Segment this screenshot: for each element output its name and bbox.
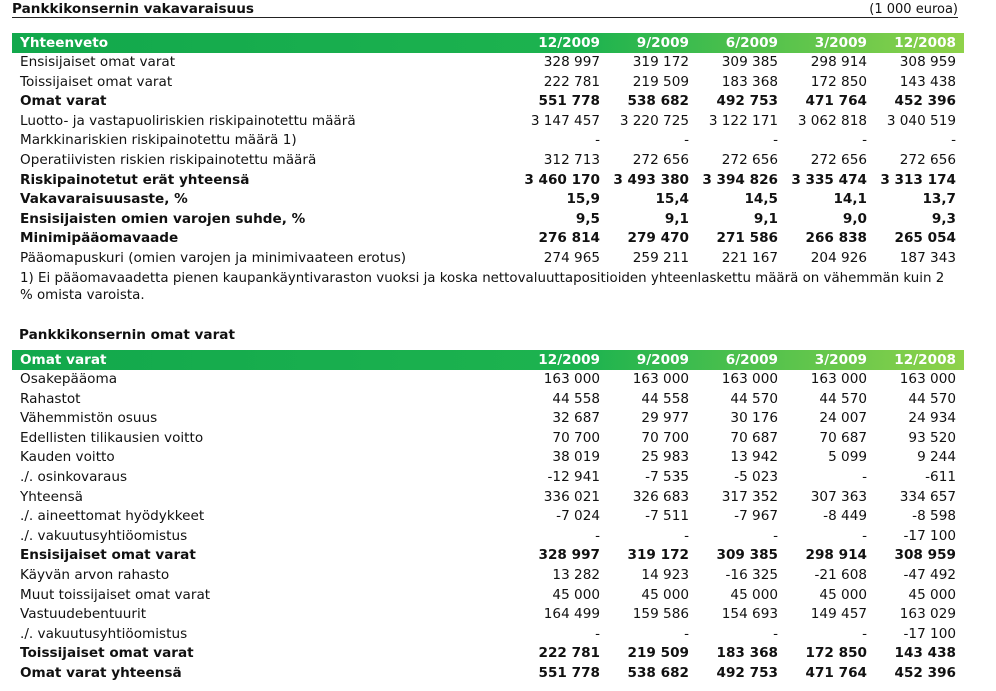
table-cell: 317 352 bbox=[721, 488, 778, 505]
table-row bbox=[12, 370, 964, 390]
table-cell: 13 282 bbox=[552, 566, 600, 583]
table-cell: 204 926 bbox=[810, 249, 867, 266]
own-funds-table-title: Omat varat bbox=[20, 352, 107, 368]
table-cell: 44 558 bbox=[552, 390, 600, 407]
table-cell: 163 029 bbox=[899, 606, 956, 623]
table-cell: 276 814 bbox=[538, 230, 600, 247]
table-cell: 219 509 bbox=[627, 645, 689, 662]
table-cell: 9,3 bbox=[931, 210, 956, 227]
table-cell: 336 021 bbox=[543, 488, 600, 505]
table-cell: - bbox=[773, 625, 778, 642]
table-row bbox=[12, 151, 964, 171]
row-label: Rahastot bbox=[20, 390, 81, 407]
table-cell: 298 914 bbox=[810, 54, 867, 70]
table-cell: -21 608 bbox=[814, 566, 867, 583]
table-cell: 3 493 380 bbox=[613, 171, 689, 188]
row-label: Minimipääomavaade bbox=[20, 230, 179, 247]
table-cell: 183 368 bbox=[716, 645, 778, 662]
column-header: 12/2009 bbox=[538, 352, 600, 368]
table-cell: 159 586 bbox=[632, 606, 689, 623]
table-cell: 154 693 bbox=[721, 606, 778, 623]
table-cell: -7 967 bbox=[734, 508, 778, 525]
table-cell: 452 396 bbox=[894, 664, 956, 681]
row-label: Luotto- ja vastapuoliriskien riskipainotettu määrä bbox=[20, 112, 356, 129]
table-cell: 312 713 bbox=[543, 151, 600, 168]
table-row bbox=[12, 507, 964, 527]
table-cell: -7 511 bbox=[645, 508, 689, 525]
table-cell: 14,5 bbox=[744, 191, 778, 208]
table-cell: 24 934 bbox=[908, 410, 956, 427]
table-cell: -5 023 bbox=[734, 468, 778, 485]
table-cell: 163 000 bbox=[899, 371, 956, 387]
table-row bbox=[12, 112, 964, 132]
table-cell: -8 598 bbox=[912, 508, 956, 525]
table-cell: 45 000 bbox=[819, 586, 867, 603]
table-cell: -7 024 bbox=[556, 508, 600, 525]
table-cell: 32 687 bbox=[552, 410, 600, 427]
table-cell: 307 363 bbox=[810, 488, 867, 505]
table-cell: 551 778 bbox=[538, 664, 600, 681]
column-header: 3/2009 bbox=[814, 35, 867, 51]
column-header: 9/2009 bbox=[636, 35, 689, 51]
summary-table bbox=[12, 33, 964, 269]
table-cell: 187 343 bbox=[899, 249, 956, 266]
table-cell: 3 147 457 bbox=[530, 112, 600, 129]
table-cell: 143 438 bbox=[899, 73, 956, 90]
table-cell: 163 000 bbox=[543, 371, 600, 387]
table-cell: 259 211 bbox=[632, 249, 689, 266]
table-cell: 3 122 171 bbox=[708, 112, 778, 129]
table-cell: 70 687 bbox=[730, 429, 778, 446]
column-header: 9/2009 bbox=[636, 352, 689, 368]
table-cell: 272 656 bbox=[721, 151, 778, 168]
table-cell: - bbox=[951, 132, 956, 149]
table-cell: 44 570 bbox=[730, 390, 778, 407]
summary-table-title: Yhteenveto bbox=[20, 35, 109, 51]
footnote: 1) Ei pääomavaadetta pienen kaupankäyntivaraston vuoksi ja koska nettovaluuttapositioiden yhteenlaskettu määrä on vähemmän kuin 2 % omista varoista. bbox=[20, 271, 945, 303]
table-cell: 308 959 bbox=[899, 54, 956, 70]
table-cell: 326 683 bbox=[632, 488, 689, 505]
table-cell: 538 682 bbox=[627, 664, 689, 681]
table-row bbox=[12, 468, 964, 488]
table-cell: - bbox=[684, 625, 689, 642]
table-cell: 3 062 818 bbox=[797, 112, 867, 129]
row-label: Omat varat bbox=[20, 93, 107, 110]
table-cell: 14,1 bbox=[833, 191, 867, 208]
unit-label: (1 000 euroa) bbox=[869, 2, 958, 17]
table-cell: 70 700 bbox=[641, 429, 689, 446]
table-cell: 274 965 bbox=[543, 249, 600, 266]
table-cell: 334 657 bbox=[899, 488, 956, 505]
table-cell: 3 220 725 bbox=[619, 112, 689, 129]
section-title: Pankkikonsernin omat varat bbox=[19, 327, 235, 343]
table-cell: 24 007 bbox=[819, 410, 867, 427]
table-row bbox=[12, 586, 964, 606]
table-cell: 471 764 bbox=[805, 93, 867, 110]
table-cell: 5 099 bbox=[828, 449, 867, 466]
table-cell: 3 394 826 bbox=[702, 171, 778, 188]
table-cell: 163 000 bbox=[721, 371, 778, 387]
table-cell: 45 000 bbox=[641, 586, 689, 603]
page-header bbox=[12, 0, 958, 18]
table-row bbox=[12, 53, 964, 73]
row-label: ./. vakuutusyhtiöomistus bbox=[20, 625, 188, 642]
table-cell: 15,4 bbox=[655, 191, 689, 208]
table-cell: 222 781 bbox=[538, 645, 600, 662]
table-cell: 328 997 bbox=[538, 547, 600, 564]
table-row bbox=[12, 92, 964, 112]
table-cell: 271 586 bbox=[716, 230, 778, 247]
table-cell: -17 100 bbox=[903, 527, 956, 544]
table-cell: -12 941 bbox=[547, 468, 600, 485]
table-cell: 279 470 bbox=[627, 230, 689, 247]
table-row bbox=[12, 429, 964, 449]
table-cell: - bbox=[862, 468, 867, 485]
table-row bbox=[12, 171, 964, 191]
table-row bbox=[12, 644, 964, 664]
table-cell: -8 449 bbox=[823, 508, 867, 525]
table-cell: 492 753 bbox=[716, 664, 778, 681]
table-cell: 172 850 bbox=[805, 645, 867, 662]
row-label: Muut toissijaiset omat varat bbox=[20, 586, 211, 603]
table-row bbox=[12, 73, 964, 93]
row-label: Omat varat yhteensä bbox=[20, 664, 182, 681]
table-cell: 45 000 bbox=[908, 586, 956, 603]
table-cell: 319 172 bbox=[627, 547, 689, 564]
table-cell: 15,9 bbox=[566, 191, 600, 208]
table-cell: 44 558 bbox=[641, 390, 689, 407]
table-cell: 309 385 bbox=[721, 54, 778, 70]
table-cell: - bbox=[684, 527, 689, 544]
column-header: 12/2009 bbox=[538, 35, 600, 51]
table-cell: - bbox=[595, 132, 600, 149]
row-label: Markkinariskien riskipainotettu määrä 1) bbox=[20, 132, 297, 149]
table-cell: 9,5 bbox=[575, 210, 600, 227]
table-cell: 3 313 174 bbox=[880, 171, 956, 188]
table-cell: 13,7 bbox=[922, 191, 956, 208]
row-label: Ensisijaisten omien varojen suhde, % bbox=[20, 210, 306, 227]
row-label: Osakepääoma bbox=[20, 371, 118, 387]
column-header: 12/2008 bbox=[894, 35, 956, 51]
table-row bbox=[12, 566, 964, 586]
table-cell: -16 325 bbox=[725, 566, 778, 583]
own-funds-table-header bbox=[12, 350, 964, 370]
table-cell: 551 778 bbox=[538, 93, 600, 110]
table-cell: 298 914 bbox=[805, 547, 867, 564]
table-cell: 266 838 bbox=[805, 230, 867, 247]
own-funds-table bbox=[12, 350, 964, 684]
table-cell: -7 535 bbox=[645, 468, 689, 485]
row-label: Toissijaiset omat varat bbox=[20, 645, 194, 662]
table-cell: 70 700 bbox=[552, 429, 600, 446]
table-cell: 172 850 bbox=[810, 73, 867, 90]
table-row bbox=[12, 546, 964, 566]
table-cell: 319 172 bbox=[632, 54, 689, 70]
table-cell: 265 054 bbox=[894, 230, 956, 247]
table-cell: 308 959 bbox=[894, 547, 956, 564]
table-row bbox=[12, 448, 964, 468]
table-cell: 9,1 bbox=[753, 210, 778, 227]
table-cell: 3 040 519 bbox=[886, 112, 956, 129]
table-cell: 328 997 bbox=[543, 54, 600, 70]
table-cell: 9,0 bbox=[842, 210, 867, 227]
row-label: Ensisijaiset omat varat bbox=[20, 54, 176, 70]
row-label: Ensisijaiset omat varat bbox=[20, 547, 196, 564]
table-cell: 272 656 bbox=[810, 151, 867, 168]
row-label: Yhteensä bbox=[20, 488, 84, 505]
table-row bbox=[12, 190, 964, 210]
table-cell: - bbox=[862, 132, 867, 149]
table-cell: 9,1 bbox=[664, 210, 689, 227]
table-row bbox=[12, 409, 964, 429]
column-header: 6/2009 bbox=[725, 352, 778, 368]
table-cell: - bbox=[684, 132, 689, 149]
row-label: Toissijaiset omat varat bbox=[20, 73, 173, 90]
summary-table-header bbox=[12, 33, 964, 53]
table-cell: 44 570 bbox=[908, 390, 956, 407]
table-cell: - bbox=[773, 132, 778, 149]
table-row bbox=[12, 249, 964, 269]
table-cell: 492 753 bbox=[716, 93, 778, 110]
row-label: Riskipainotetut erät yhteensä bbox=[20, 171, 250, 188]
table-cell: 44 570 bbox=[819, 390, 867, 407]
page-title: Pankkikonsernin vakavaraisuus bbox=[12, 1, 254, 17]
table-cell: 30 176 bbox=[730, 410, 778, 427]
table-cell: - bbox=[595, 527, 600, 544]
table-cell: 163 000 bbox=[810, 371, 867, 387]
table-cell: 309 385 bbox=[716, 547, 778, 564]
table-cell: 471 764 bbox=[805, 664, 867, 681]
table-cell: -47 492 bbox=[903, 566, 956, 583]
table-cell: 29 977 bbox=[641, 410, 689, 427]
row-label: ./. aineettomat hyödykkeet bbox=[20, 508, 205, 525]
table-cell: 452 396 bbox=[894, 93, 956, 110]
table-cell: 143 438 bbox=[894, 645, 956, 662]
table-cell: 183 368 bbox=[721, 73, 778, 90]
own-funds-table-body bbox=[12, 370, 964, 684]
table-cell: - bbox=[595, 625, 600, 642]
table-row bbox=[12, 229, 964, 249]
table-cell: 45 000 bbox=[730, 586, 778, 603]
table-cell: 222 781 bbox=[543, 73, 600, 90]
summary-table-body bbox=[12, 53, 964, 269]
table-cell: -611 bbox=[925, 468, 956, 485]
row-label: Pääomapuskuri (omien varojen ja minimivaateen erotus) bbox=[20, 249, 407, 266]
table-cell: 14 923 bbox=[641, 566, 689, 583]
table-cell: 149 457 bbox=[810, 606, 867, 623]
table-cell: 93 520 bbox=[908, 429, 956, 446]
table-cell: 9 244 bbox=[917, 449, 956, 466]
table-cell: 163 000 bbox=[632, 371, 689, 387]
table-cell: 272 656 bbox=[899, 151, 956, 168]
row-label: Vastuudebentuurit bbox=[20, 606, 147, 623]
row-label: Kauden voitto bbox=[20, 449, 115, 466]
column-header: 6/2009 bbox=[725, 35, 778, 51]
table-cell: 221 167 bbox=[721, 249, 778, 266]
row-label: Operatiivisten riskien riskipainotettu määrä bbox=[20, 151, 317, 168]
table-row bbox=[12, 527, 964, 547]
table-row bbox=[12, 664, 964, 684]
table-row bbox=[12, 488, 964, 508]
table-row bbox=[12, 210, 964, 230]
row-label: ./. vakuutusyhtiöomistus bbox=[20, 527, 188, 544]
row-label: ./. osinkovaraus bbox=[20, 468, 128, 485]
table-row bbox=[12, 390, 964, 410]
table-cell: 3 335 474 bbox=[791, 171, 867, 188]
row-label: Käyvän arvon rahasto bbox=[20, 566, 170, 583]
column-header: 3/2009 bbox=[814, 352, 867, 368]
table-row bbox=[12, 131, 964, 151]
table-cell: 3 460 170 bbox=[524, 171, 600, 188]
table-cell: - bbox=[862, 625, 867, 642]
table-cell: 13 942 bbox=[730, 449, 778, 466]
table-cell: 164 499 bbox=[543, 606, 600, 623]
table-cell: - bbox=[862, 527, 867, 544]
table-cell: 272 656 bbox=[632, 151, 689, 168]
row-label: Edellisten tilikausien voitto bbox=[20, 429, 204, 446]
row-label: Vakavaraisuusaste, % bbox=[20, 191, 188, 208]
table-cell: 38 019 bbox=[552, 449, 600, 466]
table-cell: 538 682 bbox=[627, 93, 689, 110]
table-cell: 219 509 bbox=[632, 73, 689, 90]
table-cell: - bbox=[773, 527, 778, 544]
table-cell: -17 100 bbox=[903, 625, 956, 642]
table-cell: 45 000 bbox=[552, 586, 600, 603]
table-row bbox=[12, 605, 964, 625]
row-label: Vähemmistön osuus bbox=[20, 410, 158, 427]
table-cell: 70 687 bbox=[819, 429, 867, 446]
table-row bbox=[12, 625, 964, 645]
column-header: 12/2008 bbox=[894, 352, 956, 368]
table-cell: 25 983 bbox=[641, 449, 689, 466]
